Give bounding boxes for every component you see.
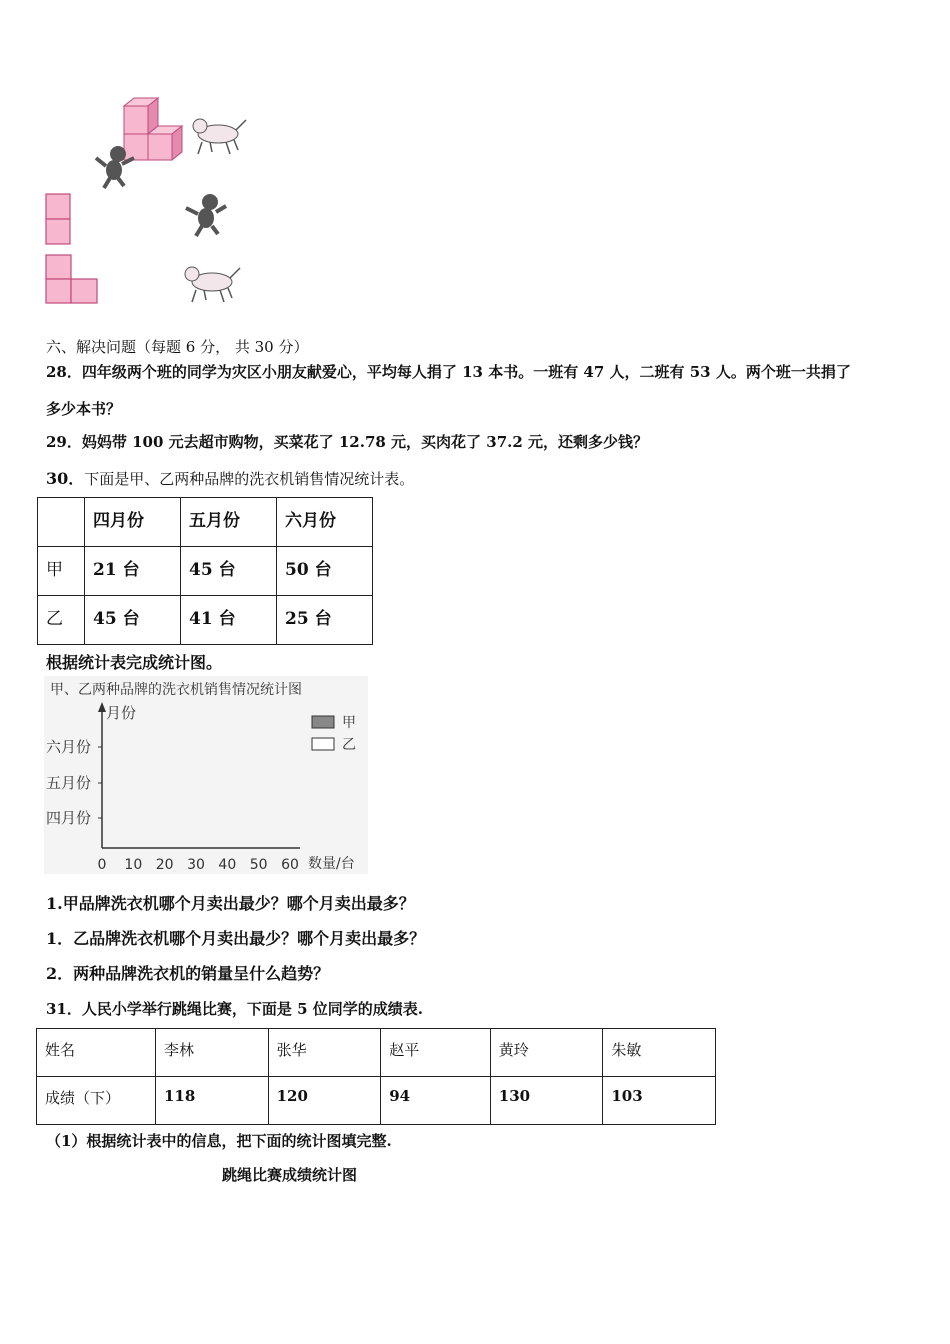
monkey-icon (186, 194, 226, 236)
table-cell: 25 台 (277, 596, 373, 645)
question-30-number: 30． (46, 469, 85, 488)
table-header-cell: 赵平 (381, 1029, 491, 1077)
x-tick-label: 60 (281, 857, 299, 873)
table-cell: 21 台 (85, 547, 181, 596)
y-axis-arrow (98, 702, 106, 712)
table-row (38, 547, 373, 596)
chart-title: 甲、乙两种品牌的洗衣机销售情况统计图 (50, 682, 302, 698)
table-header-cell: 五月份 (181, 498, 277, 547)
sales-table (37, 497, 373, 645)
table-cell: 45 台 (181, 547, 277, 596)
chart-instruction: 根据统计表完成统计图。 (46, 653, 223, 672)
table-cell: 41 台 (181, 596, 277, 645)
x-tick-label: 50 (249, 857, 268, 873)
jump-rope-chart-title: 跳绳比赛成绩统计图 (222, 1166, 358, 1184)
x-axis-label: 数量/台 (308, 856, 355, 872)
side-view-figure (46, 255, 97, 303)
table-header-cell: 黄玲 (490, 1029, 603, 1077)
table-cell: 94 (381, 1077, 491, 1125)
table-header-cell: 张华 (268, 1029, 381, 1077)
x-tick-label: 30 (187, 857, 205, 873)
x-tick-label: 40 (218, 857, 237, 873)
x-tick-label: 0 (97, 857, 107, 873)
question-30-intro (46, 466, 414, 489)
legend-swatch-jia (312, 716, 334, 728)
y-category-label: 六月份 (46, 738, 92, 756)
front-view-figure (46, 194, 70, 244)
question-28-line1: 28．四年级两个班的同学为灾区小朋友献爱心，平均每人捐了 13 本书。一班有 47 人，二班有 53 人。两个班一共捐了 (46, 363, 851, 381)
table-cell: 乙 (38, 596, 85, 645)
legend-swatch-yi (312, 738, 334, 750)
dog-icon (193, 119, 246, 154)
x-tick-label: 20 (155, 857, 174, 873)
y-axis-label: 月份 (106, 704, 137, 722)
question-30-sub2: 1．乙品牌洗衣机哪个月卖出最少？哪个月卖出最多？ (46, 929, 426, 948)
table-cell: 118 (156, 1077, 269, 1125)
y-category-label: 四月份 (46, 809, 92, 827)
table-cell: 成绩（下） (37, 1077, 156, 1125)
table-header-cell: 四月份 (85, 498, 181, 547)
table-row (37, 1077, 716, 1125)
question-31-sub1: （1）根据统计表中的信息，把下面的统计图填完整. (46, 1132, 392, 1150)
table-cell: 50 台 (277, 547, 373, 596)
dog-icon (185, 267, 240, 302)
cube-view-figure (40, 90, 260, 310)
cube-stack (124, 98, 182, 160)
question-31-intro: 31．人民小学举行跳绳比赛，下面是 5 位同学的成绩表. (46, 1000, 423, 1018)
table-header-cell: 姓名 (37, 1029, 156, 1077)
bar-chart (44, 676, 368, 874)
table-header-row (38, 498, 373, 547)
x-tick-label: 10 (124, 857, 143, 873)
table-cell: 45 台 (85, 596, 181, 645)
question-29: 29．妈妈带 100 元去超市购物，买菜花了 12.78 元，买肉花了 37.2 元，还剩多少钱？ (46, 433, 649, 451)
table-header-cell: 朱敏 (603, 1029, 716, 1077)
table-cell: 130 (490, 1077, 603, 1125)
question-28-line2: 多少本书？ (46, 400, 122, 418)
question-30-text: 下面是甲、乙两种品牌的洗衣机销售情况统计表。 (84, 470, 415, 488)
y-category-label: 五月份 (46, 774, 92, 792)
table-header-row (37, 1029, 716, 1077)
question-30-sub3: 2．两种品牌洗衣机的销量呈什么趋势？ (46, 964, 330, 983)
table-cell: 120 (268, 1077, 381, 1125)
table-row (38, 596, 373, 645)
score-table (36, 1028, 716, 1125)
legend-label-yi: 乙 (342, 737, 356, 753)
table-cell: 甲 (38, 547, 85, 596)
legend-label-jia: 甲 (342, 715, 356, 731)
table-header-cell: 李林 (156, 1029, 269, 1077)
question-30-sub1: 1.甲品牌洗衣机哪个月卖出最少？哪个月卖出最多？ (46, 894, 415, 913)
table-cell: 103 (603, 1077, 716, 1125)
section-heading: 六、解决问题（每题 6 分， 共 30 分） (46, 338, 309, 356)
table-cell (38, 498, 85, 547)
table-header-cell: 六月份 (277, 498, 373, 547)
